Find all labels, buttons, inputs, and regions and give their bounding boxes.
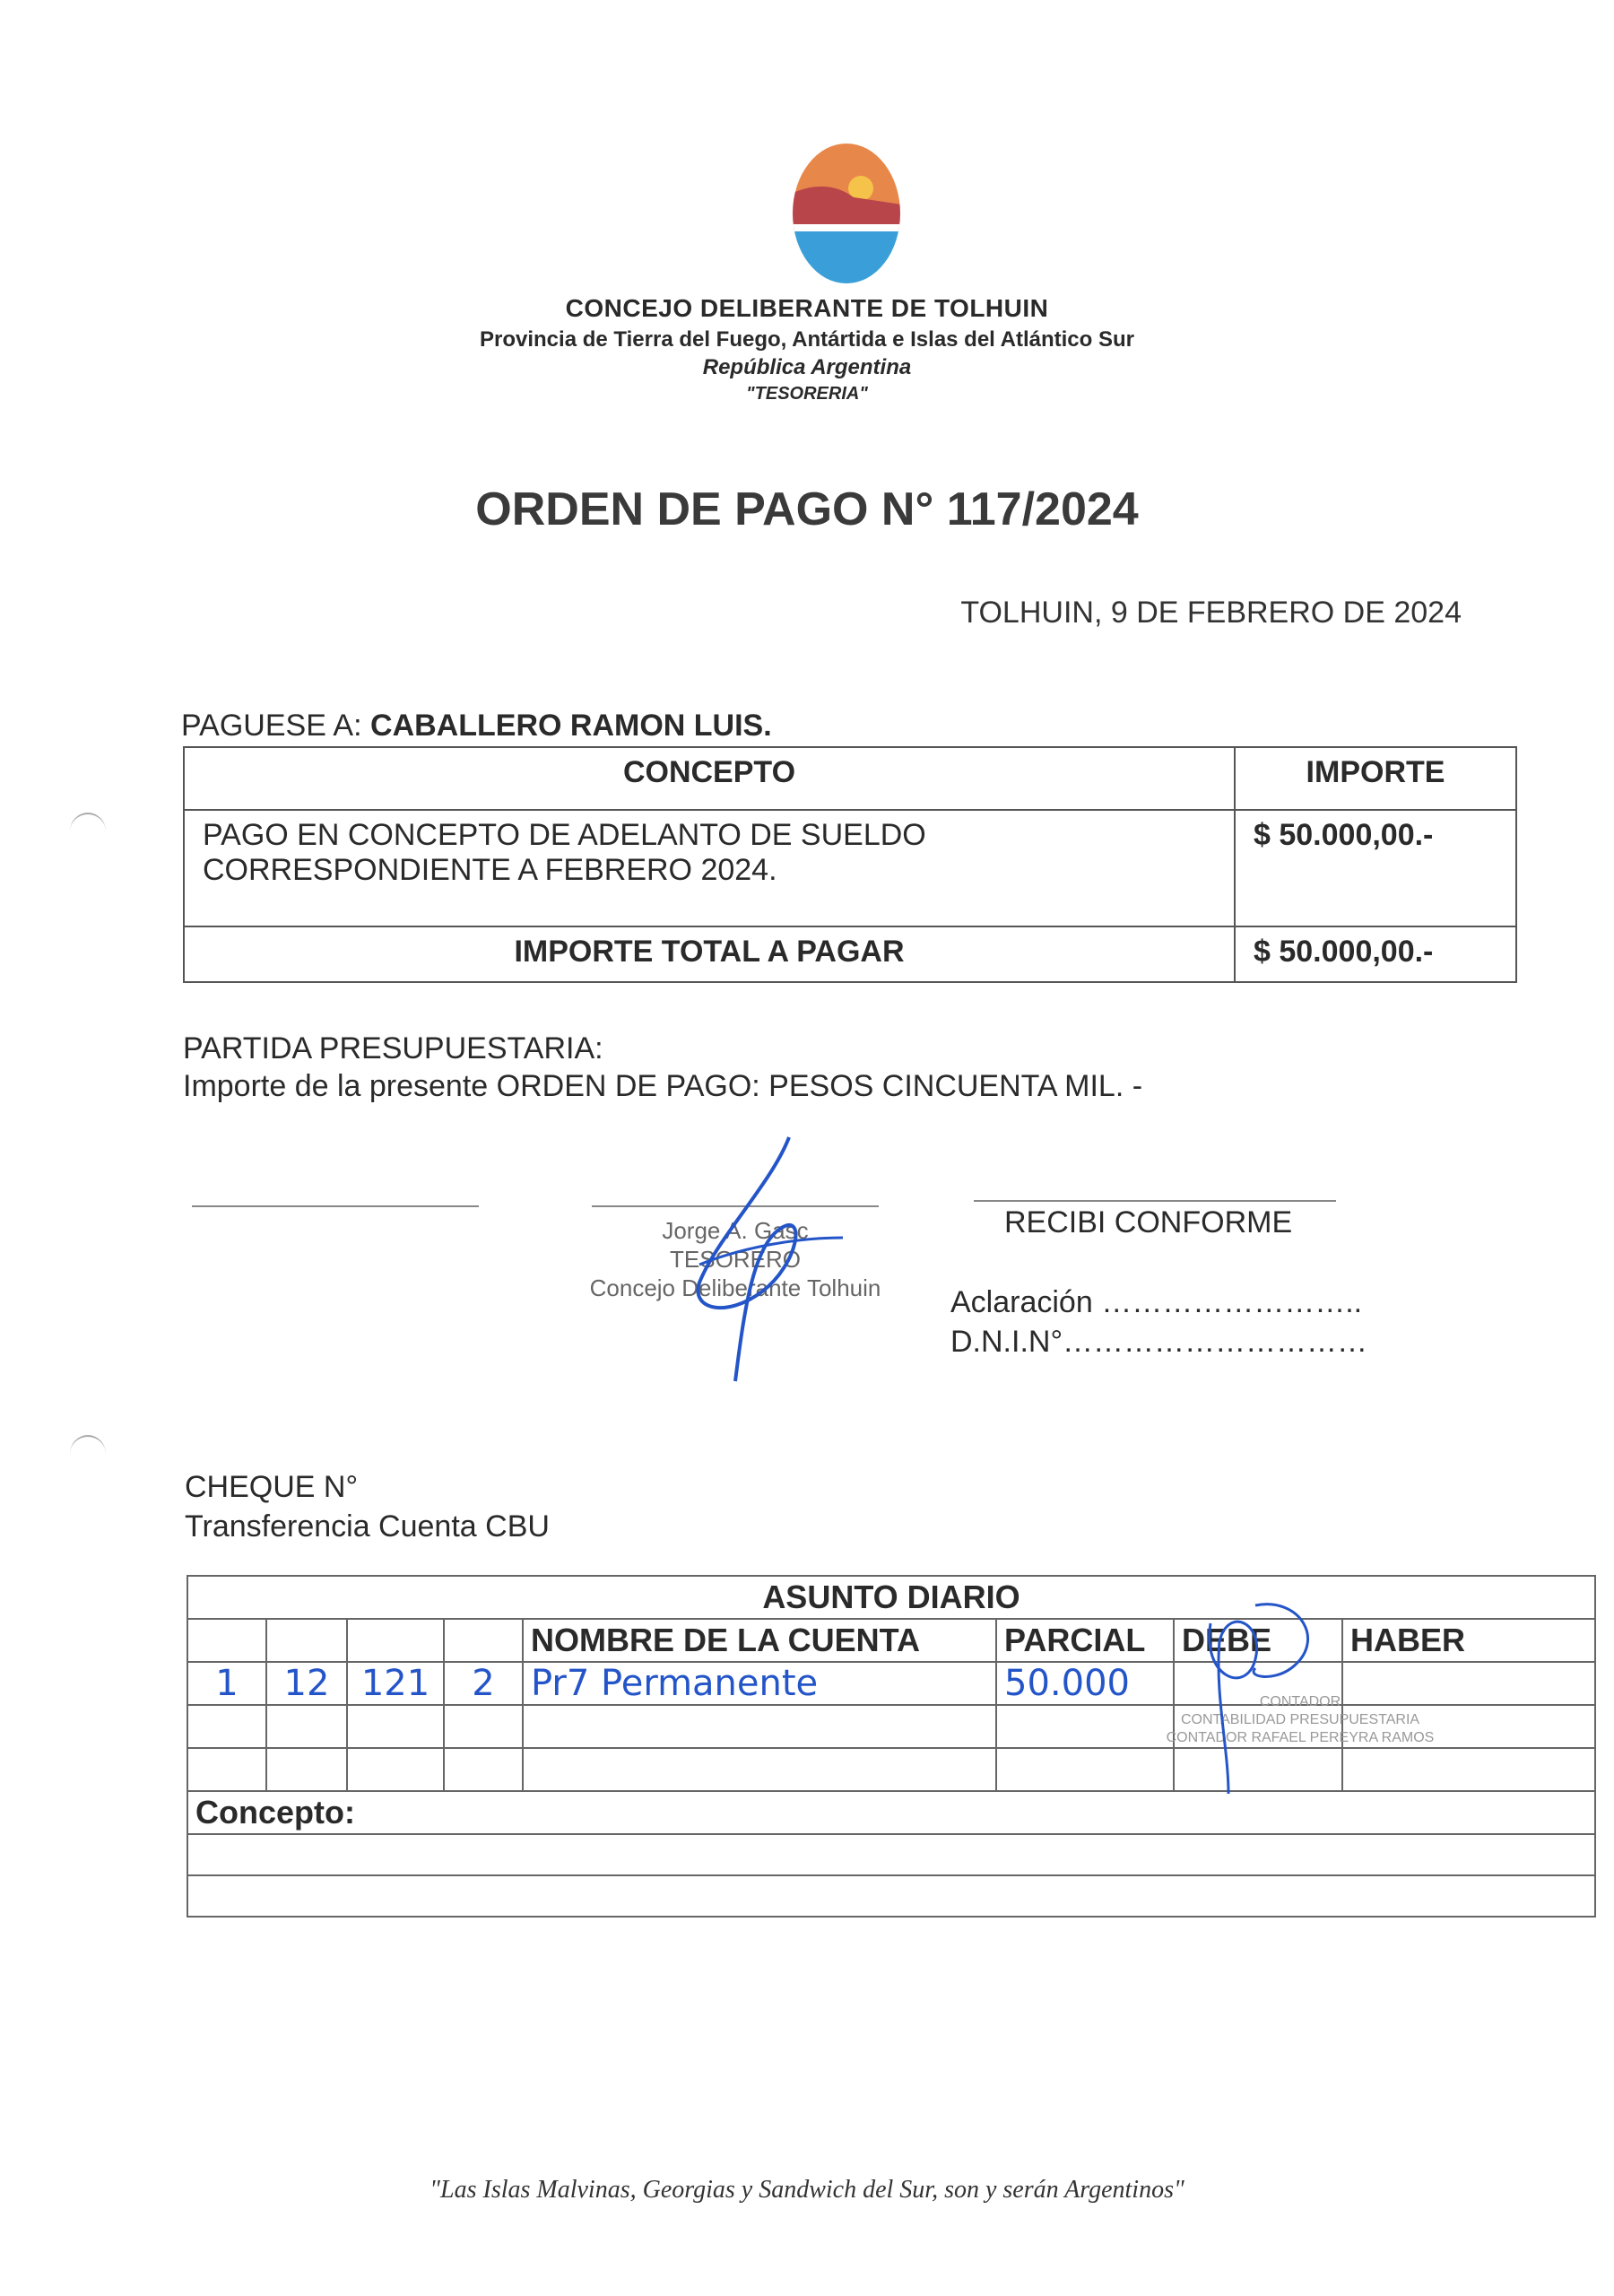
row1-nombre: Pr7 Permanente (523, 1662, 996, 1705)
row2-cell (523, 1705, 996, 1748)
row3-cell (347, 1748, 444, 1791)
recibi-fields (950, 1283, 1367, 1361)
concepto-line-1: PAGO EN CONCEPTO DE ADELANTO DE SUELDO (203, 818, 926, 852)
payee-label: PAGUESE A: (181, 709, 362, 743)
diario-header-cell (266, 1619, 347, 1662)
signature-line-left (192, 1205, 479, 1207)
cheque-block (185, 1467, 550, 1546)
concepto-label: Concepto: (187, 1791, 1595, 1834)
row2-cell (187, 1705, 266, 1748)
concepto-cell (184, 810, 1235, 926)
department-name: "TESORERIA" (746, 384, 868, 404)
col-nombre-cuenta: NOMBRE DE LA CUENTA (523, 1619, 996, 1662)
org-name: CONCEJO DELIBERANTE DE TOLHUIN (565, 294, 1049, 322)
payment-table (183, 746, 1517, 983)
total-label: IMPORTE TOTAL A PAGAR (184, 926, 1235, 982)
concejo-logo (791, 142, 902, 285)
col-haber: HABER (1342, 1619, 1595, 1662)
province-name: Provincia de Tierra del Fuego, Antártida e Islas del Atlántico Sur (480, 327, 1134, 352)
concepto-line (187, 1834, 1595, 1875)
row1-c2: 12 (266, 1662, 347, 1705)
contabilidad-stamp-line-3: CONTADOR RAFAEL PEREYRA RAMOS (1166, 1730, 1435, 1745)
diario-header-cell (444, 1619, 523, 1662)
partida-label: PARTIDA PRESUPUESTARIA: (183, 1031, 603, 1065)
footer-motto: "Las Islas Malvinas, Georgias y Sandwich del Sur, son y serán Argentinos" (430, 2176, 1184, 2204)
handwritten-initials (1193, 1587, 1336, 1803)
cheque-label: CHEQUE N° (185, 1470, 359, 1504)
diario-title: ASUNTO DIARIO (187, 1576, 1595, 1619)
importe-cell: $ 50.000,00.- (1235, 810, 1516, 926)
row3-cell (996, 1748, 1174, 1791)
diario-header-cell (187, 1619, 266, 1662)
col-parcial: PARCIAL (996, 1619, 1174, 1662)
payee-line (181, 709, 772, 744)
row3-cell (1342, 1748, 1595, 1791)
partida-block (183, 1030, 1142, 1105)
row1-c1: 1 (187, 1662, 266, 1705)
document-date: TOLHUIN, 9 DE FEBRERO DE 2024 (960, 596, 1462, 630)
row1-c4: 2 (444, 1662, 523, 1705)
treasurer-entity: Concejo Deliberante Tolhuin (589, 1274, 881, 1301)
aclaracion-field: Aclaración …………………….. (950, 1285, 1363, 1319)
row1-c3: 121 (347, 1662, 444, 1705)
row2-cell (347, 1705, 444, 1748)
country-name: República Argentina (702, 355, 912, 379)
treasurer-role: TESORERO (670, 1246, 801, 1273)
row2-cell (266, 1705, 347, 1748)
row3-cell (523, 1748, 996, 1791)
concepto-line-2: CORRESPONDIENTE A FEBRERO 2024. (203, 853, 777, 887)
punch-hole-mark (70, 1435, 106, 1473)
recibi-conforme: RECIBI CONFORME (1004, 1205, 1293, 1239)
col-debe: DEBE (1174, 1619, 1342, 1662)
payee-name: CABALLERO RAMON LUIS. (370, 709, 772, 743)
signature-line-right (974, 1200, 1336, 1202)
concepto-line (187, 1875, 1595, 1917)
transfer-label: Transferencia Cuenta CBU (185, 1509, 550, 1544)
row2-cell (444, 1705, 523, 1748)
row3-cell (266, 1748, 347, 1791)
row3-cell (444, 1748, 523, 1791)
handwritten-signature (664, 1130, 861, 1390)
partida-importe: Importe de la presente ORDEN DE PAGO: PESOS CINCUENTA MIL. - (183, 1069, 1143, 1103)
contabilidad-stamp-line-1: CONTADOR (1259, 1694, 1341, 1709)
document-title: ORDEN DE PAGO N° 117/2024 (475, 483, 1139, 535)
total-value: $ 50.000,00.- (1235, 926, 1516, 982)
diario-header-cell (347, 1619, 444, 1662)
treasurer-name: Jorge A. Gasc (662, 1217, 809, 1244)
dni-field: D.N.I.N°………………………… (950, 1325, 1368, 1359)
col-importe-header: IMPORTE (1235, 747, 1516, 810)
row3-cell (187, 1748, 266, 1791)
punch-hole-mark (70, 813, 106, 850)
contabilidad-stamp-line-2: CONTABILIDAD PRESUPUESTARIA (1180, 1712, 1420, 1727)
col-concepto-header: CONCEPTO (184, 747, 1235, 810)
row1-parcial: 50.000 (996, 1662, 1174, 1705)
